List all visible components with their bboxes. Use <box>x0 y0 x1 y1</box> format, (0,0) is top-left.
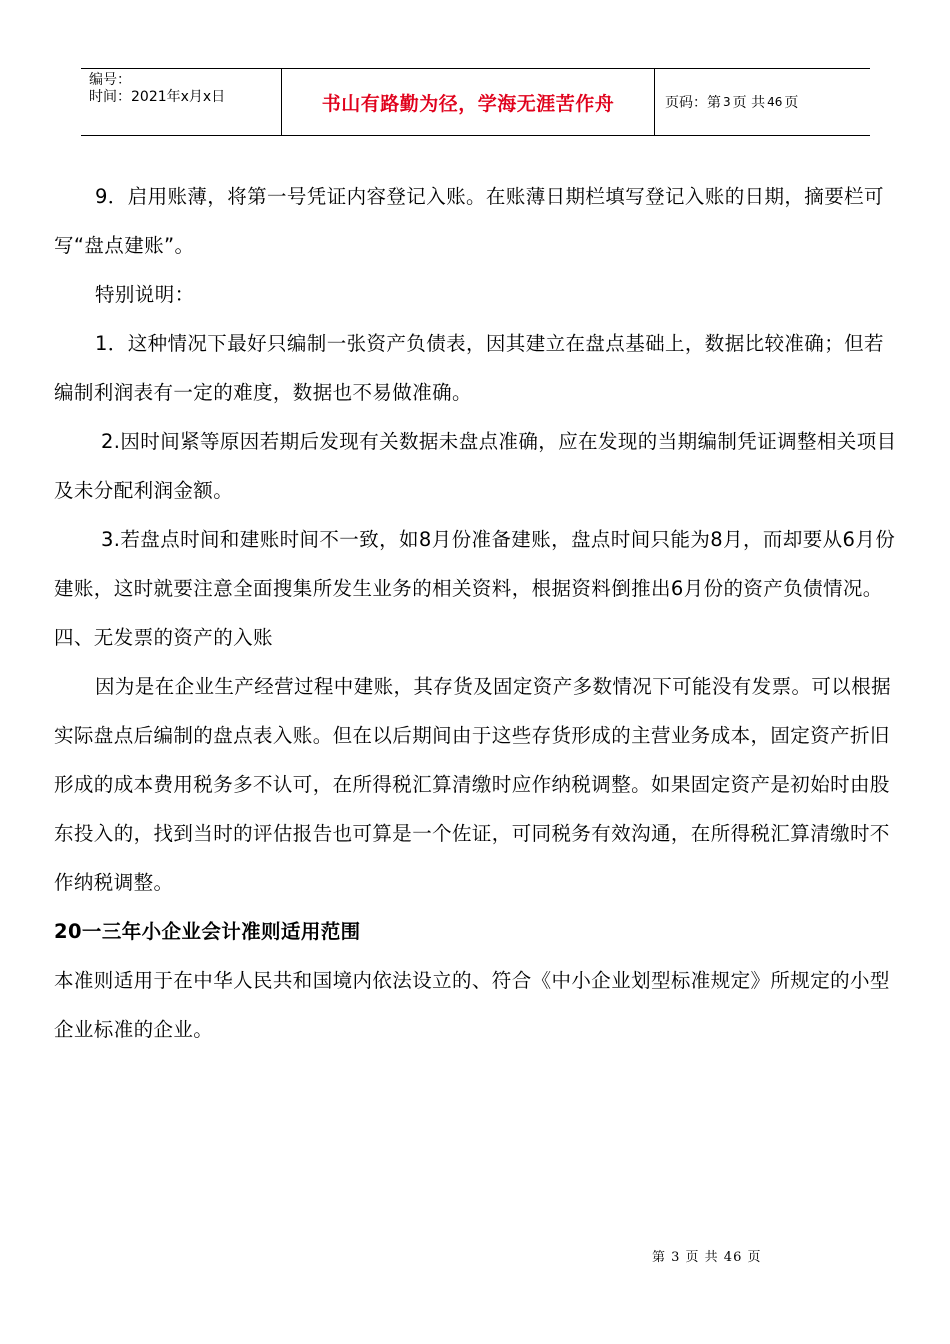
page-suffix: 页 <box>784 95 799 111</box>
page-prefix: 页码：第 <box>665 95 721 111</box>
paragraph-scope: 本准则适用于在中华人民共和国境内依法设立的、符合《中小企业划型标准规定》所规定的小型企业标准的企业。 <box>54 969 890 1041</box>
document-body <box>54 172 899 1054</box>
page-mid: 页 共 <box>732 95 766 111</box>
paragraph-no-invoice: 因为是在企业生产经营过程中建账，其存货及固定资产多数情况下可能没有发票。可以根据实际盘点后编制的盘点表入账。但在以后期间由于这些存货形成的主营业务成本，固定资产折旧形成的成本费用税务多不认可，在所得税汇算清缴时应作纳税调整。如果固定资产是初始时由股东投入的，找到当时的评估报告也可算是一个佐证，可同税务有效沟通，在所得税汇算清缴时不作纳税调整。 <box>54 675 892 894</box>
motto-text: 书山有路勤为径，学海无涯苦作舟 <box>321 92 615 115</box>
header-page-cell <box>655 69 870 135</box>
paragraph-note-1: 1．这种情况下最好只编制一张资产负债表，因其建立在盘点基础上，数据比较准确；但若编制利润表有一定的难度，数据也不易做准确。 <box>54 332 884 404</box>
header-meta-cell <box>81 69 282 135</box>
document-header <box>81 68 870 136</box>
section-heading-4: 四、无发票的资产的入账 <box>54 626 273 649</box>
date-label: 时间：2021年x月x日 <box>89 89 226 105</box>
number-label: 编号： <box>89 72 131 88</box>
page-footer: 第 3 页 共 46 页 <box>652 1250 762 1265</box>
paragraph-step-9: 9．启用账薄，将第一号凭证内容登记入账。在账薄日期栏填写登记入账的日期，摘要栏可写“盘点建账”。 <box>54 185 884 257</box>
paragraph-note-2: 2.因时间紧等原因若期后发现有关数据未盘点准确，应在发现的当期编制凭证调整相关项目及未分配利润金额。 <box>54 430 897 502</box>
header-motto-cell <box>282 69 655 135</box>
paragraph-note-3: 3.若盘点时间和建账时间不一致，如8月份准备建账，盘点时间只能为8月，而却要从6月份建账，这时就要注意全面搜集所发生业务的相关资料，根据资料倒推出6月份的资产负债情况。 <box>54 528 896 600</box>
paragraph-special-note-label: 特别说明： <box>95 283 195 306</box>
page-total: 46 <box>767 95 783 109</box>
page-current: 3 <box>723 95 731 109</box>
section-heading-scope: 20一三年小企业会计准则适用范围 <box>54 920 361 943</box>
